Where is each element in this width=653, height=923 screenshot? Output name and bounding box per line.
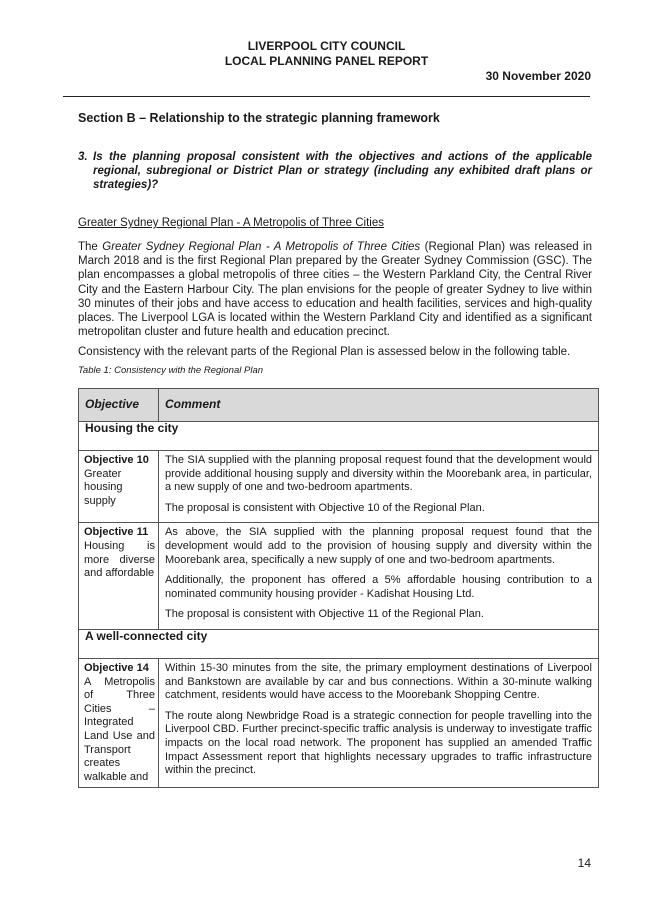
plan-title-italic: Greater Sydney Regional Plan - A Metropolis of Three Cities	[102, 241, 421, 253]
comment-paragraph: As above, the SIA supplied with the planning proposal request found that the development would add to the provision of housing supply and diversity within the Moorebank area, specifically a new supply of one and two-bedroom apartments.	[165, 526, 592, 566]
question-number: 3.	[78, 151, 88, 163]
header-date: 30 November 2020	[485, 69, 591, 83]
section-title: Section B – Relationship to the strategic planning framework	[78, 111, 440, 125]
question-text: Is the planning proposal consistent with the objectives and actions of the applicable regional, subregional or District Plan or strategy (including any exhibited draft plans or strategies)?	[93, 151, 592, 191]
page-number: 14	[577, 856, 591, 870]
objective-number: Objective 10	[84, 454, 149, 466]
group-title: Housing the city	[79, 422, 599, 451]
objective-cell	[79, 523, 159, 630]
subheading-regional-plan: Greater Sydney Regional Plan - A Metropolis of Three Cities	[78, 217, 384, 229]
objective-number: Objective 14	[84, 661, 149, 674]
comment-paragraph: Within 15-30 minutes from the site, the primary employment destinations of Liverpool and Bankstown are available by car and bus connections. Within a 30-minute walking catchment, residents would have access to the Moorebank Shopping Centre.	[165, 661, 592, 702]
objective-number: Objective 11	[84, 526, 149, 539]
paragraph-consistency: Consistency with the relevant parts of the Regional Plan is assessed below in the following table.	[78, 346, 571, 358]
objective-cell	[79, 451, 159, 523]
table-header-row	[79, 389, 599, 422]
comment-paragraph: The proposal is consistent with Objective 10 of the Regional Plan.	[165, 501, 485, 514]
table-row	[79, 523, 599, 630]
comment-paragraph: The proposal is consistent with Objective 11 of the Regional Plan.	[165, 608, 484, 621]
comment-cell	[159, 451, 599, 523]
consistency-table	[78, 388, 599, 788]
comment-cell	[159, 523, 599, 630]
comment-cell	[159, 658, 599, 787]
table-row	[79, 451, 599, 523]
header-comment: Comment	[159, 389, 599, 422]
table-group-row	[79, 629, 599, 658]
question-block	[78, 150, 592, 192]
header-divider	[63, 96, 590, 97]
group-title: A well-connected city	[79, 629, 599, 658]
objective-description: Greater housing supply	[84, 467, 123, 507]
comment-paragraph: The route along Newbridge Road is a strategic connection for people travelling into the Liverpool CBD. Further precinct-specific traffic analysis is underway to investigate traffic impacts on the local road network. The proponent has supplied an amended Traffic Impact Assessment report that highlights necessary upgrades to traffic infrastructure within the precinct.	[165, 709, 592, 777]
comment-paragraph: Additionally, the proponent has offered a 5% affordable housing contribution to a nominated community housing provider - Kadishat Housing Ltd.	[165, 574, 592, 600]
table-group-row	[79, 422, 599, 451]
paragraph-lead: The	[78, 241, 103, 253]
paragraph-body: (Regional Plan) was released in March 2018 and is the first Regional Plan prepared by the Greater Sydney Commission (GSC). The plan encompasses a global metropolis of three cities – the Western Parkland City, the Central River City and the Eastern Harbour City. The plan envisions for the people of greater Sydney to live within 30 minutes of their jobs and have access to education and health facilities, services and high-quality places. The Liverpool LGA is located within the Western Parkland City and identified as a significant metropolitan cluster and future health and education precinct.	[78, 241, 593, 339]
header-council-name: LIVERPOOL CITY COUNCIL	[247, 39, 406, 53]
comment-paragraph: The SIA supplied with the planning proposal request found that the development would provide additional housing supply and diversity within the Moorebank area, in particular, a new supply of one and two-bedroom apartments.	[165, 454, 592, 494]
table-caption: Table 1: Consistency with the Regional Plan	[78, 365, 264, 376]
table-row	[79, 658, 599, 787]
header-objective: Objective	[79, 389, 159, 422]
objective-description: Housing is more diverse and affordable	[84, 539, 155, 580]
paragraph-regional-plan-intro	[78, 240, 592, 339]
objective-description: A Metropolis of Three Cities – Integrated Land Use and Transport creates walkable and	[84, 675, 155, 783]
objective-cell	[79, 658, 159, 787]
header-report-title: LOCAL PLANNING PANEL REPORT	[224, 54, 429, 68]
